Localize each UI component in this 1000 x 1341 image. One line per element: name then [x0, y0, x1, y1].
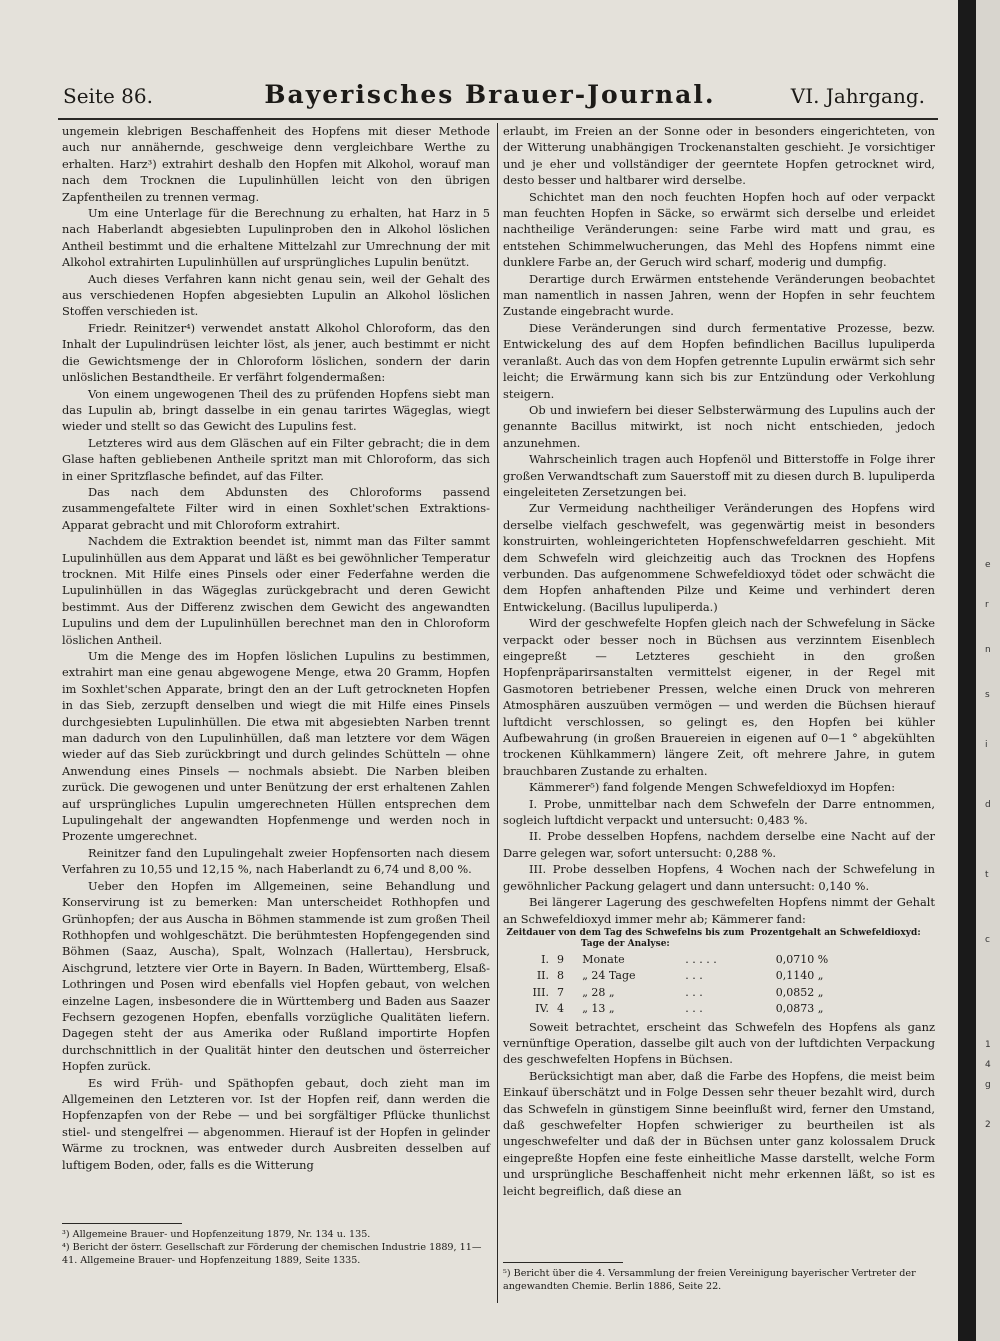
- adjacent-page-fragment: 4: [985, 1060, 991, 1070]
- footnote: ⁴) Bericht der österr. Gesellschaft zur Förderung der chemischen Industrie 1889, 11—41. Allgemeine Brauer- und Hopfenzeitung 1889, Seite 1335.: [62, 1242, 482, 1266]
- table-cell-dots: . . .: [685, 969, 703, 983]
- paragraph: Soweit betrachtet, erscheint das Schwefeln des Hopfens als ganz vernünftige Operation, dasselbe gilt auch von der luftdichten Verpackung des geschwefelten Hopfens in Büchsen.: [503, 1019, 935, 1067]
- footnote-rule: [503, 1262, 623, 1263]
- journal-title: Bayerisches Brauer-Journal.: [264, 80, 716, 109]
- left-footnotes: [62, 1228, 490, 1267]
- adjacent-page-fragment: 2: [985, 1120, 991, 1130]
- paragraph: Zur Vermeidung nachtheiliger Veränderungen des Hopfens wird derselbe vielfach geschwefelt, was gegenwärtig meist in besonders konstruirten, wohleingerichteten Hopfenschwefeldarren geschieht. Mit dem Schwefeln wird gleichzeitig auch das Trocknen des Hopfens verbunden. Das aufgenommene Schwefeldioxyd tödet oder schwächt die dem Hopfen anhaftenden Pilze und Keime und verhindert deren Entwickelung. (Bacillus lupuliperda.): [503, 501, 935, 614]
- adjacent-page-fragment: r: [985, 600, 989, 610]
- adjacent-page-fragment: e: [985, 560, 991, 570]
- adjacent-page-edge: [976, 0, 1000, 1341]
- table-cell-sample: IV.: [535, 1002, 549, 1016]
- column-divider: [497, 123, 498, 1303]
- paragraph: Derartige durch Erwärmen entstehende Veränderungen beobachtet man namentlich in nassen Jahren, wenn der Hopfen in sehr feuchtem Zustande eingebracht wurde.: [503, 271, 935, 319]
- volume-label: VI. Jahrgang.: [790, 84, 925, 108]
- paragraph: Nachdem die Extraktion beendet ist, nimmt man das Filter sammt Lupulinhüllen aus dem Apparat und läßt es bei gewöhnlicher Temperatur trocknen. Mit Hilfe eines Pinsels oder einer Federfahne werden die Lupulinhüllen in das Wägeglas zurückgebracht und deren Gewicht bestimmt. Aus der Differenz zwischen dem Gewicht des angewandten Lupulins und dem der Lupulinhüllen berechnet man den in Chloroform löslichen Antheil.: [62, 534, 490, 647]
- right-footnotes: [503, 1267, 935, 1293]
- table-cell-dots: . . .: [685, 1002, 703, 1016]
- paragraph: Auch dieses Verfahren kann nicht genau sein, weil der Gehalt des aus verschiedenen Hopfen abgesiebten Lupulin an Alkohol löslichen Stoffen verschieden ist.: [62, 271, 490, 319]
- paragraph: Berücksichtigt man aber, daß die Farbe des Hopfens, die meist beim Einkauf überschätzt und in Folge Dessen sehr theuer bezahlt wird, durch das Schwefeln in günstigem Sinne beeinflußt wird, ferner den Umstand, daß geschwefelter Hopfen schwieriger zu beurtheilen ist als ungeschwefelter und daß der in Büchsen unter ganz kolossalem Druck eingepreßte Hopfen eine feste einheitliche Masse darstellt, welche Form und ursprüngliche Beschaffenheit nicht mehr erkennen läßt, so ist es leicht begreiflich, daß diese an: [503, 1068, 935, 1198]
- table-cell-value: 0,0873 „: [775, 1002, 824, 1016]
- table-cell-unit: Monate: [582, 952, 625, 966]
- paragraph: Von einem ungewogenen Theil des zu prüfenden Hopfens siebt man das Lupulin ab, bringt dasselbe in ein genau tarirtes Wägeglas, wiegt wieder und stellt so das Gewicht des Lupulins fest.: [62, 386, 490, 434]
- table-cell-value: 0,0710 %: [775, 952, 829, 966]
- table-row: [503, 985, 923, 1001]
- table-cell-dots: . . . . .: [685, 952, 717, 966]
- paragraph: Ueber den Hopfen im Allgemeinen, seine Behandlung und Konservirung ist zu bemerken: Man unterscheidet Rothhopfen und Grünhopfen; der aus Auscha in Böhmen stammende ist zum großen Theil Rothhopfen und wohlgeschätzt. Die berühmtesten Hopfengegenden sind Böhmen (Saaz, Auscha), Spalt, Wolnzach (Hallertau), Hersbruck, Aischgrund, letztere vier Orte in Bayern. In Baden, Württemberg, Elsaß-Lothringen und Posen wird ebenfalls viel Hopfen gebaut, von welchen einzelne Lagen, insbesondere die in Württemberg und Baden aus Saazer Fechsern gezogenen Hopfen, ebenfalls vorzügliche Qualitäten liefern. Dagegen steht der aus Amerika oder Rußland importirte Hopfen durchschnittlich in der Qualität hinter den deutschen und österreicher Hopfen zurück.: [62, 878, 490, 1074]
- header-rule: [58, 118, 938, 120]
- paragraph: Bei längerer Lagerung des geschwefelten Hopfens nimmt der Gehalt an Schwefeldioxyd immer mehr ab; Kämmerer fand:: [503, 895, 935, 926]
- table-row: [503, 952, 923, 968]
- table-cell-amount: 4: [557, 1002, 564, 1016]
- table-header-percent: Prozentgehalt an Schwefeldioxyd:: [750, 927, 921, 938]
- table-cell-value: 0,1140 „: [775, 969, 824, 983]
- paragraph: Diese Veränderungen sind durch fermentative Prozesse, bezw. Entwickelung des auf dem Hopfen befindlichen Bacillus lupuliperda veranlaßt. Auch das von dem Hopfen getrennte Lupulin erwärmt sich sehr leicht; die Erwärmung kann sich bis zur Entzündung oder Verkohlung steigern.: [503, 320, 935, 401]
- adjacent-page-fragment: i: [985, 740, 988, 750]
- adjacent-page-fragment: s: [985, 690, 990, 700]
- adjacent-page-fragment: n: [985, 645, 991, 655]
- page-number: Seite 86.: [63, 84, 153, 108]
- adjacent-page-fragment: c: [985, 935, 990, 945]
- paragraph: Wahrscheinlich tragen auch Hopfenöl und Bitterstoffe in Folge ihrer großen Verwandtschaft zum Sauerstoff mit zu diesen durch B. lupuliperda eingeleiteten Zersetzungen bei.: [503, 452, 935, 499]
- paragraph: Ob und inwiefern bei dieser Selbsterwärmung des Lupulins auch der genannte Bacillus mitwirkt, ist noch nicht entschieden, jedoch anzunehmen.: [503, 402, 935, 450]
- paragraph: Das nach dem Abdunsten des Chloroforms passend zusammengefaltete Filter wird in einen Soxhlet'schen Extraktions-Apparat gebracht und mit Chloroform extrahirt.: [62, 484, 490, 532]
- footnote: ³) Allgemeine Brauer- und Hopfenzeitung 1879, Nr. 134 u. 135.: [62, 1229, 371, 1240]
- footnote-rule: [62, 1223, 182, 1224]
- table-cell-sample: II.: [536, 969, 549, 983]
- paragraph: I. Probe, unmittelbar nach dem Schwefeln der Darre entnommen, sogleich luftdicht verpackt und untersucht: 0,483 %.: [503, 796, 935, 828]
- right-column: [503, 123, 935, 1199]
- table-cell-unit: „ 24 Tage: [582, 969, 636, 983]
- paragraph: Letzteres wird aus dem Gläschen auf ein Filter gebracht; die in dem Glase haften gebliebenen Antheile spritzt man mit Chloroform, das sich in einer Spritzflasche befindet, auf das Filter.: [62, 435, 490, 483]
- table-cell-sample: I.: [541, 952, 549, 966]
- paragraph: III. Probe desselben Hopfens, 4 Wochen nach der Schwefelung in gewöhnlicher Packung gelagert und dann untersucht: 0,140 %.: [503, 862, 935, 893]
- table-header-duration: Zeitdauer von dem Tag des Schwefelns bis zum Tage der Analyse:: [506, 927, 745, 949]
- paragraph: Wird der geschwefelte Hopfen gleich nach der Schwefelung in Säcke verpackt oder besser noch in Büchsen aus verzinntem Eisenblech eingepreßt — Letzteres geschieht in den großen Hopfenpräparirsanstalten vermittelst eigener, in der Regel mit Gasmotoren betriebener Pressen, welche einen Druck von mehreren Atmosphären auszuüben vermögen — und werden die Büchsen hierauf luftdicht verschlossen, so gelingt es, den Hopfen bei kühler Aufbewahrung (in großen Brauereien in eigenen auf 0—1 ° abgekühlten trockenen Kühlkammern) längere Zeit, oft mehrere Jahre, in gutem brauchbaren Zustande zu erhalten.: [503, 616, 935, 778]
- paragraph: Um die Menge des im Hopfen löslichen Lupulins zu bestimmen, extrahirt man eine genau abgewogene Menge, etwa 20 Gramm, Hopfen im Soxhlet'schen Apparate, bringt den an der Luft getrockneten Hopfen in das Sieb, zerzupft denselben und wiegt die mit Hilfe eines Pinsels durchgesiebten Lupulinhüllen. Die etwa mit abgesiebten Narben trennt man dadurch von den Lupulinhüllen, daß man letztere vor dem Wägen wieder auf das Sieb zurückbringt und durch gelindes Schütteln — ohne Anwendung eines Pinsels — nochmals absiebt. Die Narben bleiben zurück. Die gewogenen und unter Benützung der erst erhaltenen Zahlen auf ursprüngliches Lupulin umgerechneten Hüllen entsprechen dem Lupulingehalt der angewandten Hopfenmenge und werden noch in Prozente umgerechnet.: [62, 649, 490, 844]
- binding-shadow: [958, 0, 976, 1341]
- paragraph: erlaubt, im Freien an der Sonne oder in besonders eingerichteten, von der Witterung unabhängigen Trockenanstalten geschieht. Je vorsichtiger und je eher und vollständiger der geerntete Hopfen getrocknet wird, desto besser und haltbarer wird derselbe.: [503, 124, 935, 188]
- sulfur-dioxide-table: [503, 928, 923, 1018]
- table-cell-sample: III.: [532, 985, 549, 999]
- table-cell-dots: . . .: [685, 985, 703, 999]
- adjacent-page-fragment: 1: [985, 1040, 991, 1050]
- footnote: ⁵) Bericht über die 4. Versammlung der freien Vereinigung bayerischer Vertreter der angewandten Chemie. Berlin 1886, Seite 22.: [503, 1268, 916, 1292]
- table-cell-amount: 9: [557, 952, 564, 966]
- adjacent-page-fragment: d: [985, 800, 991, 810]
- adjacent-page-fragment: g: [985, 1080, 991, 1090]
- paragraph: II. Probe desselben Hopfens, nachdem derselbe eine Nacht auf der Darre gelegen war, sofort untersucht: 0,288 %.: [503, 829, 935, 860]
- table-cell-amount: 8: [557, 969, 564, 983]
- adjacent-page-fragment: t: [985, 870, 989, 880]
- table-header-row: [503, 928, 923, 952]
- table-cell-unit: „ 28 „: [582, 985, 615, 999]
- paragraph: Friedr. Reinitzer⁴) verwendet anstatt Alkohol Chloroform, das den Inhalt der Lupulindrüsen leichter löst, als jener, auch bestimmt er nicht die Gewichtsmenge der in Chloroform löslichen, sondern der darin unlöslichen Bestandtheile. Er verfährt folgendermaßen:: [62, 320, 490, 385]
- paragraph: Schichtet man den noch feuchten Hopfen hoch auf oder verpackt man feuchten Hopfen in Säcke, so erwärmt sich derselbe und erleidet nachtheilige Veränderungen: seine Farbe wird matt und grau, es entstehen Schimmelwucherungen, das Mehl des Hopfens nimmt eine dunklere Farbe an, der Geruch wird scharf, moderig und dumpfig.: [503, 189, 935, 270]
- table-row: [503, 1001, 923, 1017]
- paragraph: Kämmerer⁵) fand folgende Mengen Schwefeldioxyd im Hopfen:: [529, 780, 896, 795]
- paragraph: Reinitzer fand den Lupulingehalt zweier Hopfensorten nach diesem Verfahren zu 10,55 und 12,15 %, nach Haberlandt zu 6,74 und 8,00 %.: [62, 845, 490, 877]
- page-header: [55, 80, 925, 114]
- paragraph: ungemein klebrigen Beschaffenheit des Hopfens mit dieser Methode auch nur annähernde, geschweige denn vergleichbare Werthe zu erhalten. Harz³) extrahirt deshalb den Hopfen mit Alkohol, worauf man nach dem Trocknen die Lupulinhüllen leicht von den übrigen Zapfentheilen zu trennen vermag.: [62, 124, 490, 204]
- table-row: [503, 968, 923, 984]
- left-column: [62, 123, 490, 1173]
- table-cell-amount: 7: [557, 985, 564, 999]
- paragraph: Es wird Früh- und Späthopfen gebaut, doch zieht man im Allgemeinen den Letzteren vor. Ist der Hopfen reif, dann werden die Hopfenzapfen von der Rebe — und bei sorgfältiger Pflücke thunlichst stiel- und stengelfrei — abgenommen. Hierauf ist der Hopfen in gelinder Wärme zu trocknen, was entweder durch Ausbreiten desselben auf luftigem Boden, oder, falls es die Witterung: [62, 1075, 490, 1172]
- table-cell-value: 0,0852 „: [775, 985, 824, 999]
- table-cell-unit: „ 13 „: [582, 1002, 615, 1016]
- paragraph: Um eine Unterlage für die Berechnung zu erhalten, hat Harz in 5 nach Haberlandt abgesiebten Lupulinproben den in Alkohol löslichen Antheil bestimmt und die erhaltene Mittelzahl zur Umrechnung der mit Alkohol extrahirten Lupulinhüllen auf ursprüngliches Lupulin benützt.: [62, 206, 490, 270]
